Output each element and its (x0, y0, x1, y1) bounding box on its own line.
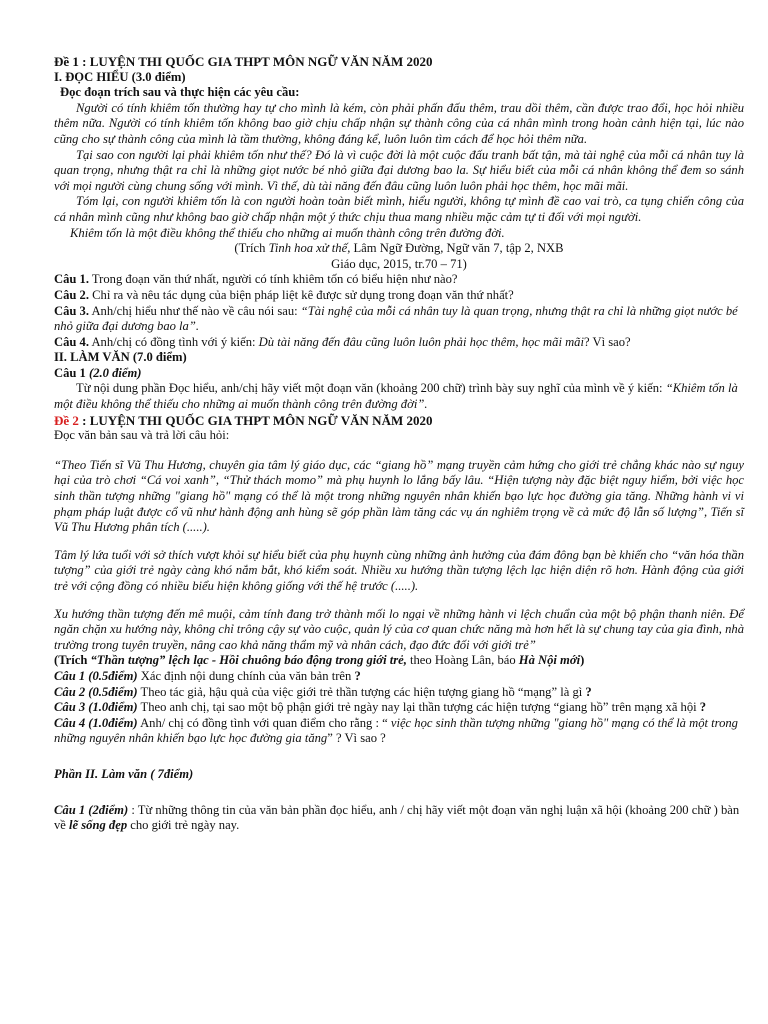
de2-question-1: Câu 1 (0.5điểm) Xác định nội dung chính của văn bản trên ? (54, 668, 361, 683)
de2-title: Đề 2 : LUYỆN THI QUỐC GIA THPT MÔN NGỮ VĂN NĂM 2020 (54, 412, 433, 428)
de1-paragraph-3: Tóm lại, con người khiêm tốn là con người hoàn toàn biết mình, hiểu người, không tự mình đề cao vai trò, ca tụng chiến công của cá nhân mình cũng như không bao giờ chấp nhận một ý thức chịu thua mang nhiều mặc cảm tự ti đối với mọi người. (54, 194, 744, 224)
de1-question-2: Câu 2. Chỉ ra và nêu tác dụng của biện pháp liệt kê được sử dụng trong đoạn văn thứ nhất? (54, 287, 514, 302)
document-page (54, 0, 744, 834)
de2-paragraph-3: Xu hướng thần tượng đến mê muội, cảm tính đang trở thành mối lo ngại về những hành vi lệch chuẩn của một bộ phận thanh niên. Để ngăn chặn xu hướng này, không chỉ trông cậy sự vào cuộc, quản lý của cơ quan chức năng mà hơn hết là sự chung tay của gia đình, nhà trường trong tuyên truyền, nâng cao khả năng thẩm mỹ và nhân cách, đạo đức đối với giới trẻ” (54, 606, 744, 652)
de1-question-3: Câu 3. Anh/chị hiểu như thế nào về câu nói sau: “Tài nghệ của mỗi cá nhân tuy là quan trọng, nhưng thật ra chỉ là những giọt nước bé nhỏ giữa đại dương bao la”. (54, 303, 738, 334)
de1-source-line2: Giáo dục, 2015, tr.70 – 71) (331, 256, 467, 271)
de2-paragraph-1: “Theo Tiến sĩ Vũ Thu Hương, chuyên gia tâm lý giáo dục, các “giang hồ” mạng truyền cảm hứng cho giới trẻ chẳng khác nào sự nguy hại của trò chơi “Cá voi xanh”, “Thử thách momo” mà phụ huynh lo lắng bấy lâu. “Hiện tượng này đặc biệt nguy hiểm, bởi việc học sinh thần tượng những "giang hồ" mạng có thể là một trong những nguyên nhân khiến bạo lực học đường gia tăng. Những hành vi vi phạm pháp luật được cổ vũ như hành động anh hùng sẽ góp phần làm tăng các vụ án nghiêm trọng về cả mức độ lẫn số lượng”, Tiến sĩ Vũ Thu Hương phân tích (.....). (54, 457, 744, 535)
de2-writing-question-1: Câu 1 (2điểm) : Từ những thông tin của văn bản phần đọc hiểu, anh / chị hãy viết một đoạn văn nghị luận xã hội (khoảng 200 chữ ) bàn về lẽ sống đẹp cho giới trẻ ngày nay. (54, 802, 740, 833)
de2-paragraph-2: Tâm lý lứa tuổi với sở thích vượt khỏi sự hiểu biết của phụ huynh cùng những ảnh hưởng của đám đông bạn bè khiến cho “văn hóa thần tượng” của giới trẻ ngày càng khó nắm bắt, khó kiểm soát. Nhiều xu hướng thần tượng lệch lạc hiện diện rõ hơn. Hành động của giới trẻ với cộng đồng có nhiều biểu hiện không giống với thế hệ trước (.....). (54, 547, 744, 593)
de1-question-4: Câu 4. Anh/chị có đồng tình với ý kiến: Dù tài năng đến đâu cũng luôn luôn phải học thêm, học mãi mãi? Vì sao? (54, 334, 631, 349)
de1-title: Đề 1 : LUYỆN THI QUỐC GIA THPT MÔN NGỮ VĂN NĂM 2020 (54, 54, 433, 69)
de2-question-4: Câu 4 (1.0điểm) Anh/ chị có đồng tình với quan điểm cho rằng : “ việc học sinh thần tượng những "giang hồ" mạng có thể là một trong những nguyên nhân khiến bạo lực học đường gia tăng” ? Vì sao ? (54, 715, 738, 746)
de1-instruction: Đọc đoạn trích sau và thực hiện các yêu cầu: (60, 85, 300, 100)
de1-writing-question-1-label: Câu 1 (2.0 điểm) (54, 365, 142, 380)
de2-part-2-title: Phần II. Làm văn ( 7điểm) (54, 766, 194, 781)
de1-paragraph-2: Tại sao con người lại phải khiêm tốn như thế? Đó là vì cuộc đời là một cuộc đấu tranh bất tận, mà tài nghệ của mỗi cá nhân tuy là quan trọng, nhưng thật ra chỉ là những giọt nước bé nhỏ giữa đại dương bao la. Sự hiểu biết của mỗi cá nhân không thể đem so sánh với mọi người cùng chung sống với mình. Vì thế, dù tài năng đến đâu cũng luôn luôn phải học thêm, học mãi mãi. (54, 147, 744, 193)
de2-question-2: Câu 2 (0.5điểm) Theo tác giả, hậu quả của việc giới trẻ thần tượng các hiện tượng giang hồ “mạng” là gì ? (54, 684, 592, 699)
de2-instruction: Đọc văn bản sau và trả lời câu hỏi: (54, 428, 230, 443)
de1-paragraph-1: Người có tính khiêm tốn thường hay tự cho mình là kém, còn phải phấn đấu thêm, trau dồi thêm, cần được trao đổi, học hỏi nhiều thêm nữa. Người có tính khiêm tốn không bao giờ chịu chấp nhận sự thành công của cá nhân mình trong hoàn cảnh hiện tại, lúc nào cũng cho sự thành công của mình là tầm thường, không đáng kể, luôn luôn tìm cách để học hỏi thêm nữa. (54, 100, 744, 146)
de2-source: (Trích “Thần tượng” lệch lạc - Hồi chuông báo động trong giới trẻ, theo Hoàng Lân, báo Hà Nội mới) (54, 653, 585, 668)
de1-section-reading: I. ĐỌC HIỂU (3.0 điểm) (54, 69, 186, 84)
de1-question-1: Câu 1. Trong đoạn văn thứ nhất, người có tính khiêm tốn có biểu hiện như nào? (54, 272, 458, 287)
de1-source: (Trích Tinh hoa xử thế, Lâm Ngữ Đường, Ngữ văn 7, tập 2, NXB (234, 241, 564, 256)
de1-paragraph-4: Khiêm tốn là một điều không thể thiếu cho những ai muốn thành công trên đường đời. (70, 225, 505, 240)
de1-writing-question-1: Từ nội dung phần Đọc hiểu, anh/chị hãy viết một đoạn văn (khoảng 200 chữ) trình bày suy nghĩ của mình về ý kiến: “Khiêm tốn là một điều không thể thiếu cho những ai muốn thành công trên đường đời”. (54, 381, 738, 412)
de2-question-3: Câu 3 (1.0điểm) Theo anh chị, tại sao một bộ phận giới trẻ ngày nay lại thần tượng các hiện tượng “giang hồ” trên mạng xã hội ? (54, 700, 707, 715)
de1-section-writing: II. LÀM VĂN (7.0 điểm) (54, 350, 187, 365)
